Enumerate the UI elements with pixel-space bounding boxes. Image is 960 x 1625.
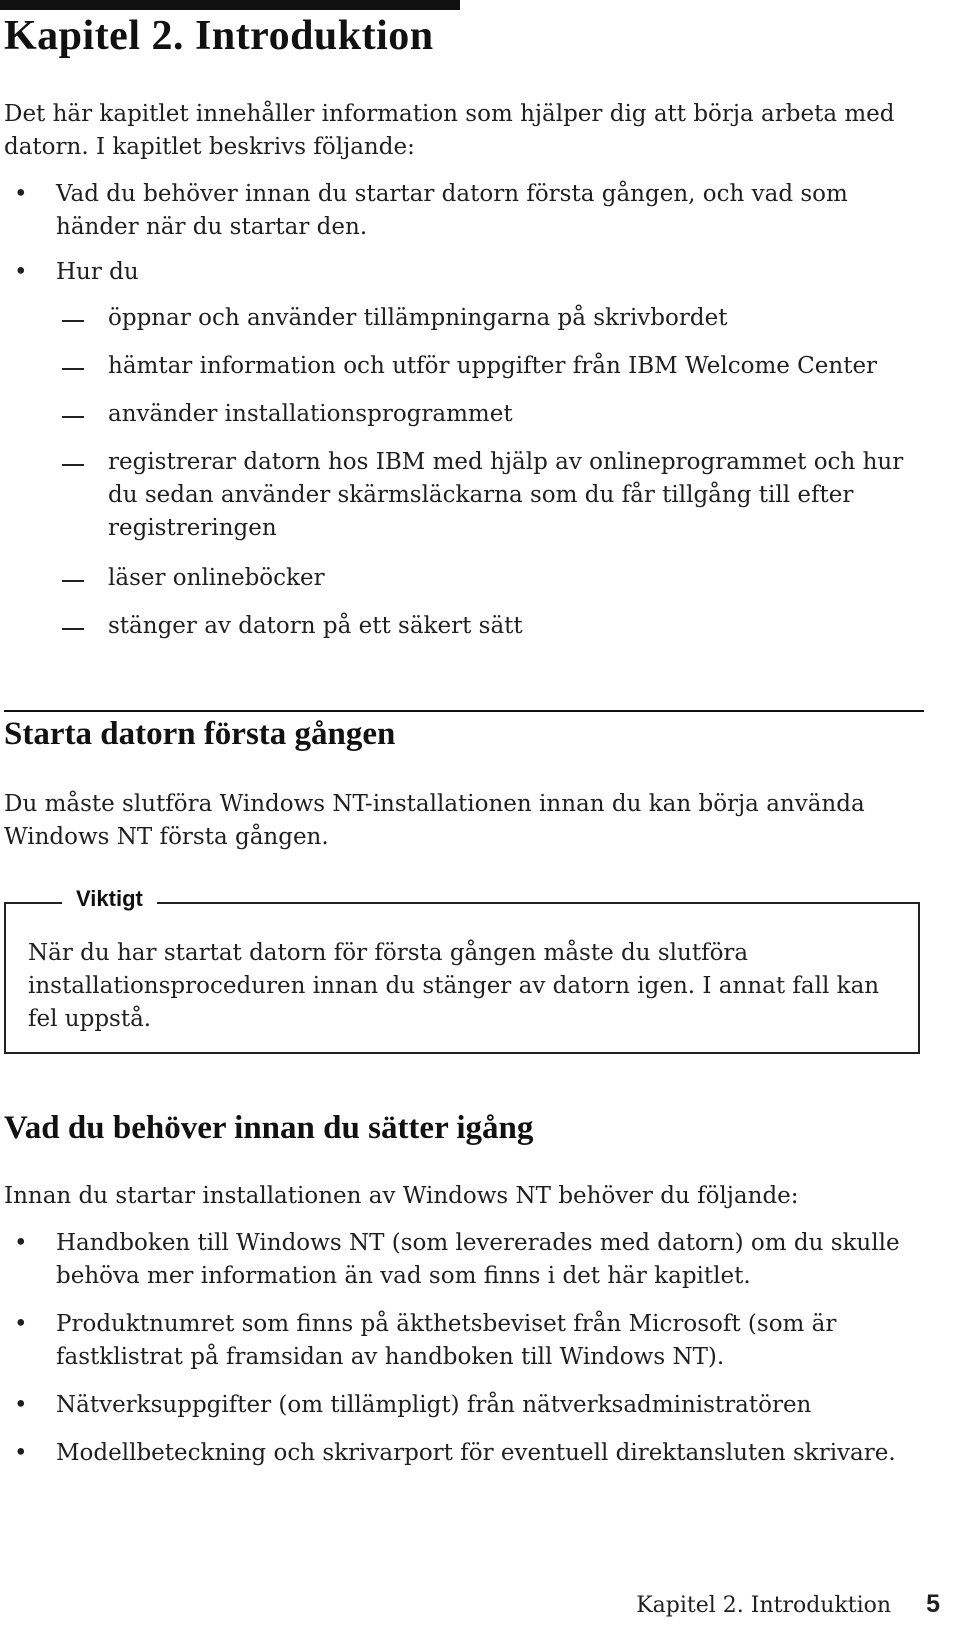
list-item: Hur du [56, 259, 139, 285]
list-item: Vad du behöver innan du startar datorn första gången, och vad som händer när du startar den. [56, 181, 848, 240]
list-item: Handboken till Windows NT (som levererades med datorn) om du skulle behöva mer information än vad som finns i det här kapitlet. [56, 1230, 900, 1289]
bullet-marker: • [14, 181, 28, 207]
important-note-box [4, 886, 920, 1054]
sub-list-item: använder installationsprogrammet [108, 401, 513, 427]
page-number: 5 [926, 1590, 940, 1618]
section-paragraph: Innan du startar installationen av Windows NT behöver du följande: [4, 1183, 799, 1209]
dash-marker [62, 628, 84, 630]
section-heading: Starta datorn första gången [4, 716, 396, 752]
list-item: Produktnumret som finns på äkthetsbeviset från Microsoft (som är fastklistrat på framsidan av handboken till Windows NT). [56, 1311, 837, 1370]
page-footer [636, 1590, 940, 1619]
section-paragraph: Du måste slutföra Windows NT-installationen innan du kan börja använda Windows NT första gången. [4, 791, 865, 850]
section-divider [4, 710, 924, 712]
dash-marker [62, 416, 84, 418]
dash-marker [62, 580, 84, 582]
chapter-intro: Det här kapitlet innehåller information som hjälper dig att börja arbeta med datorn. I kapitlet beskrivs följande: [4, 101, 895, 160]
sub-list-item: läser onlineböcker [108, 565, 325, 591]
chapter-title: Kapitel 2. Introduktion [4, 13, 434, 59]
sub-list-item: öppnar och använder tillämpningarna på skrivbordet [108, 305, 728, 331]
bullet-marker: • [14, 1392, 28, 1418]
note-text: När du har startat datorn för första gången måste du slutföra installationsproceduren innan du stänger av datorn igen. I annat fall kan fel uppstå. [28, 940, 880, 1032]
bullet-marker: • [14, 1440, 28, 1466]
list-item: Modellbeteckning och skrivarport för eventuell direktansluten skrivare. [56, 1440, 896, 1466]
footer-chapter: Kapitel 2. Introduktion [636, 1593, 892, 1618]
sub-list-item: hämtar information och utför uppgifter från IBM Welcome Center [108, 353, 878, 379]
dash-marker [62, 320, 84, 322]
chapter-top-rule [0, 0, 460, 10]
section-heading: Vad du behöver innan du sätter igång [4, 1110, 534, 1146]
sub-list-item: stänger av datorn på ett säkert sätt [108, 613, 523, 639]
sub-list-item: registrerar datorn hos IBM med hjälp av onlineprogrammet och hur du sedan använder skärmsläckarna som du får tillgång till efter registreringen [108, 449, 904, 541]
bullet-marker: • [14, 1230, 28, 1256]
bullet-marker: • [14, 259, 28, 285]
list-item: Nätverksuppgifter (om tillämpligt) från nätverksadministratören [56, 1392, 812, 1418]
dash-marker [62, 464, 84, 466]
bullet-marker: • [14, 1311, 28, 1337]
note-label: Viktigt [62, 886, 157, 912]
dash-marker [62, 368, 84, 370]
